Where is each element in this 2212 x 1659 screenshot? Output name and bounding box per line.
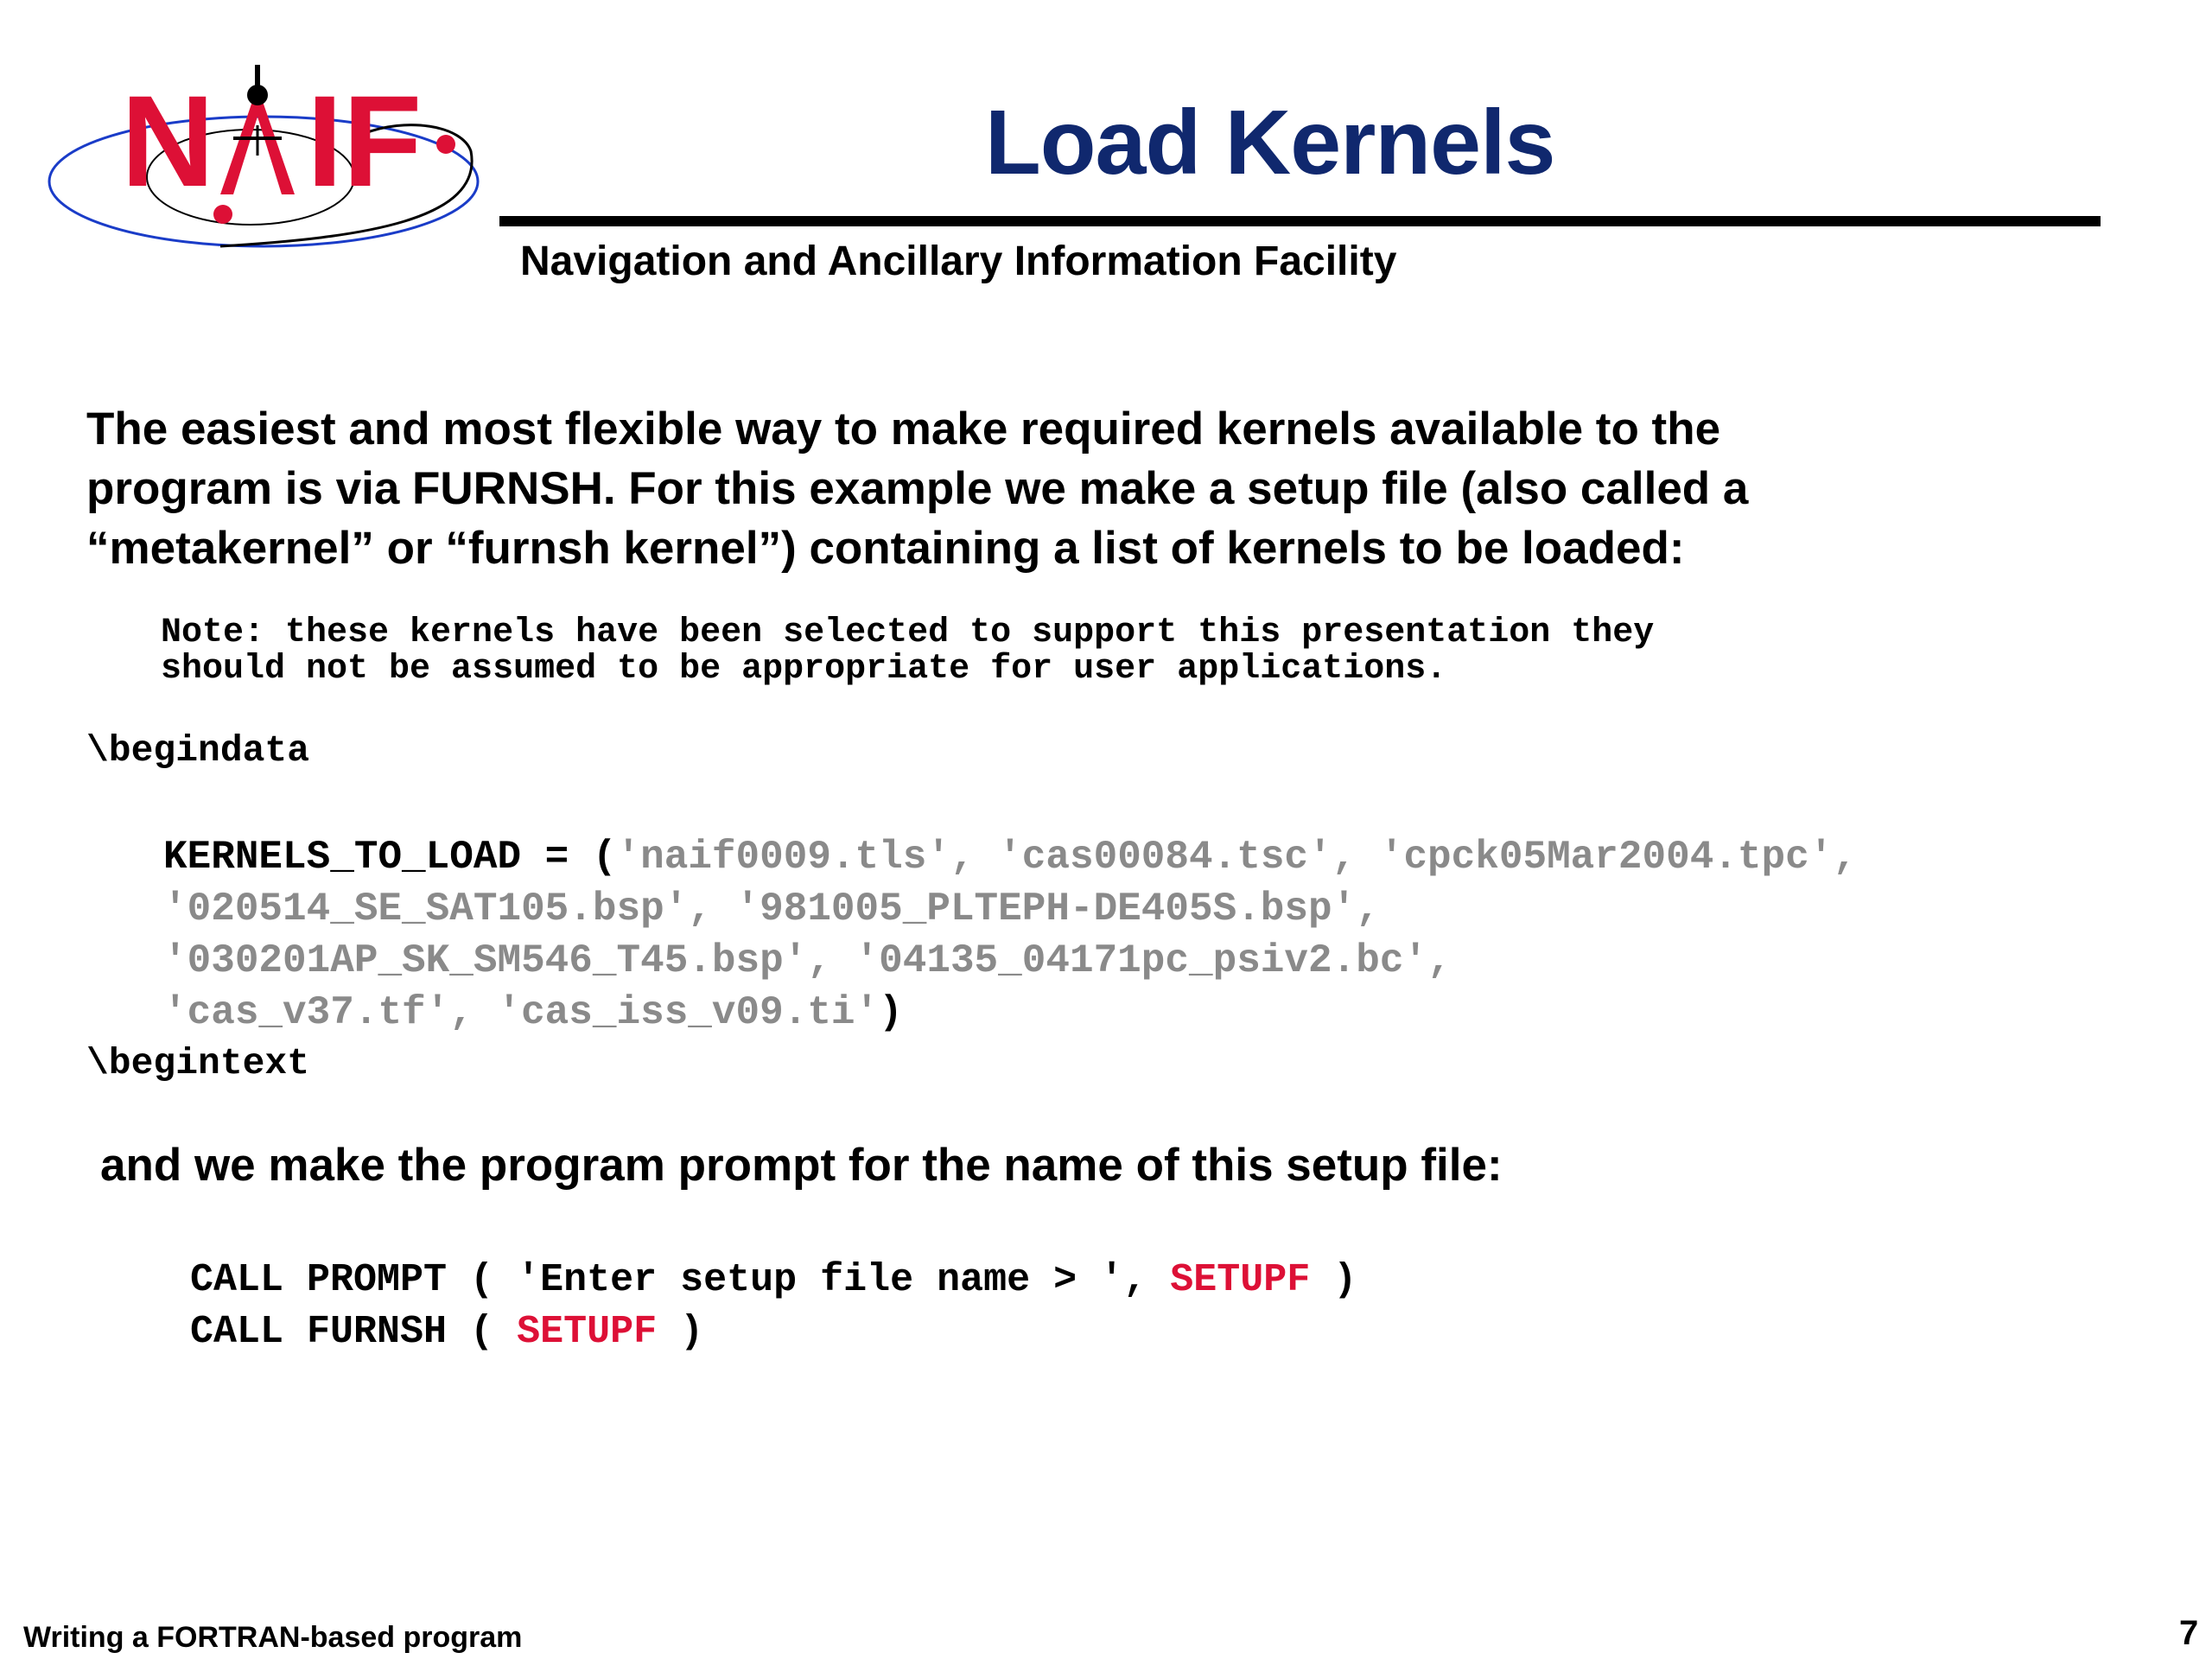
- kernels-close: ): [879, 990, 903, 1035]
- kernels-assignment: [163, 831, 1857, 1039]
- code-line-furnsh: [190, 1306, 1357, 1358]
- intro-line: program is via FURNSH. For this example we make a setup file (also called a: [86, 463, 1749, 514]
- logo-letters-if: IF: [307, 68, 423, 213]
- kernel-names: 'cas_v37.tf', 'cas_iss_v09.ti': [163, 990, 880, 1035]
- note-block: [161, 615, 1654, 688]
- kernels-line-1: [163, 831, 1857, 883]
- kernels-line-4: [163, 987, 1857, 1039]
- code-variable: SETUPF: [517, 1310, 658, 1354]
- logo-letter-n: N: [121, 68, 215, 213]
- note-line: Note: these kernels have been selected to support this presentation they: [161, 613, 1655, 652]
- begindata-marker: \begindata: [86, 729, 310, 772]
- code-text: ): [657, 1310, 704, 1354]
- naif-logo: [35, 48, 518, 272]
- footer-title: Writing a FORTRAN-based program: [23, 1621, 523, 1654]
- kernels-line-3: [163, 935, 1857, 987]
- header-rule: [499, 216, 2101, 226]
- page-title: Load Kernels: [985, 92, 1555, 194]
- intro-line: “metakernel” or “furnsh kernel”) containing a list of kernels to be loaded:: [86, 523, 1685, 574]
- page-subtitle: Navigation and Ancillary Information Facility: [520, 238, 1397, 284]
- code-text: ): [1310, 1258, 1357, 1302]
- logo-dot-right: [436, 135, 455, 154]
- kernel-names: 'naif0009.tls', 'cas00084.tsc', 'cpck05Mar2004.tpc',: [616, 835, 1857, 880]
- prompt-sentence: and we make the program prompt for the name of this setup file:: [100, 1140, 1503, 1191]
- note-line: should not be assumed to be appropriate for user applications.: [161, 650, 1447, 689]
- code-text: CALL PROMPT ( 'Enter setup file name > ',: [190, 1258, 1171, 1302]
- code-block: [190, 1255, 1357, 1358]
- code-text: CALL FURNSH (: [190, 1310, 518, 1354]
- intro-paragraph: [86, 399, 2074, 578]
- page-number: 7: [2179, 1614, 2199, 1652]
- kernels-assign: KERNELS_TO_LOAD = (: [163, 835, 617, 880]
- kernel-names: '020514_SE_SAT105.bsp', '981005_PLTEPH-DE405S.bsp',: [163, 887, 1380, 931]
- code-line-prompt: [190, 1255, 1357, 1306]
- logo-dot-bottom: [213, 205, 232, 224]
- intro-line: The easiest and most flexible way to make required kernels available to the: [86, 404, 1721, 454]
- kernels-line-2: [163, 883, 1857, 935]
- begintext-marker: \begintext: [86, 1042, 310, 1084]
- kernel-names: '030201AP_SK_SM546_T45.bsp', '04135_04171pc_psiv2.bc',: [163, 938, 1452, 983]
- code-variable: SETUPF: [1170, 1258, 1311, 1302]
